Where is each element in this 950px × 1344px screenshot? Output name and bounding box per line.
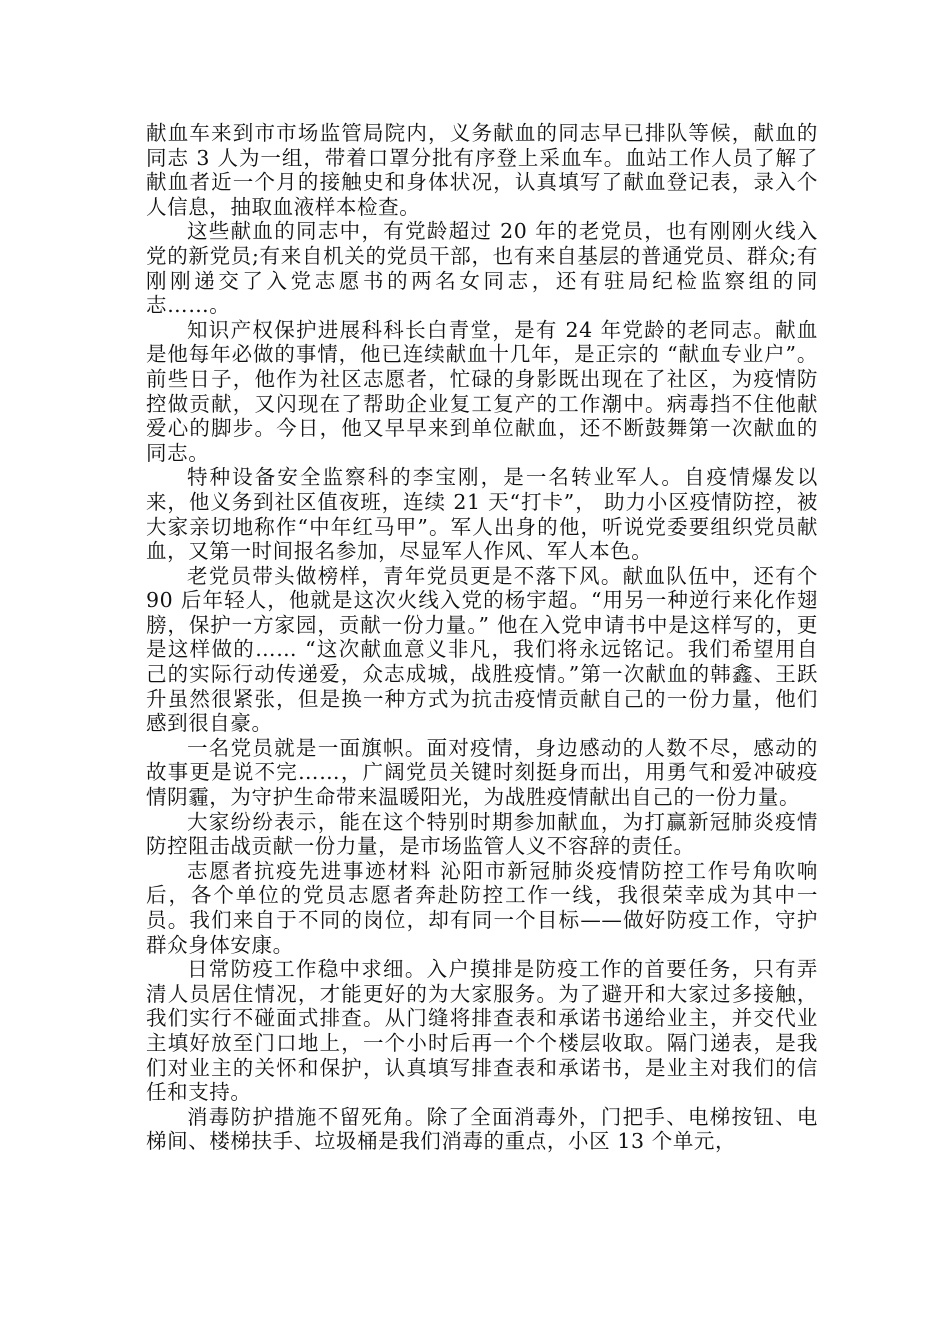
paragraph: 志愿者抗疫先进事迹材料 沁阳市新冠肺炎疫情防控工作号角吹响后，各个单位的党员志愿者奔赴防控工作一线，我很荣幸成为其中一员。我们来自于不同的岗位，却有同一个目标——做好防疫工作，守护群众身体安康。 <box>146 858 818 957</box>
paragraph: 这些献血的同志中，有党龄超过 20 年的老党员，也有刚刚火线入党的新党员;有来自机关的党员干部，也有来自基层的普通党员、群众;有刚刚递交了入党志愿书的两名女同志，还有驻局纪检监察组的同志……。 <box>146 219 818 318</box>
paragraph: 一名党员就是一面旗帜。面对疫情，身边感动的人数不尽，感动的故事更是说不完……，广阔党员关键时刻挺身而出，用勇气和爱冲破疫情阴霾，为守护生命带来温暖阳光，为战胜疫情献出自己的一份力量。 <box>146 735 818 810</box>
paragraph: 特种设备安全监察科的李宝刚，是一名转业军人。自疫情爆发以来，他义务到社区值夜班，连续 21 天“打卡”， 助力小区疫情防控，被大家亲切地称作“中年红马甲”。军人出身的他，听说党委要组织党员献血，又第一时间报名参加，尽显军人作风、军人本色。 <box>146 465 818 564</box>
paragraph: 献血车来到市市场监管局院内，义务献血的同志早已排队等候，献血的同志 3 人为一组，带着口罩分批有序登上采血车。血站工作人员了解了献血者近一个月的接触史和身体状况，认真填写了献血登记表，录入个人信息，抽取血液样本检查。 <box>146 121 818 219</box>
paragraph: 消毒防护措施不留死角。除了全面消毒外，门把手、电梯按钮、电梯间、楼梯扶手、垃圾桶是我们消毒的重点，小区 13 个单元， <box>146 1104 818 1154</box>
paragraph: 老党员带头做榜样，青年党员更是不落下风。献血队伍中，还有个 90 后年轻人，他就是这次火线入党的杨宇超。“用另一种逆行来化作翅膀，保护一方家园，贡献一份力量。” 他在入党申请书中是这样写的，更是这样做的…… “这次献血意义非凡，我们将永远铭记。我们希望用自己的实际行动传递爱，众志成城，战胜疫情。”第一次献血的韩鑫、王跃升虽然很紧张，但是换一种方式为抗击疫情贡献自己的一份力量，他们感到很自豪。 <box>146 563 818 736</box>
paragraph: 知识产权保护进展科科长白青堂，是有 24 年党龄的老同志。献血是他每年必做的事情，他已连续献血十几年，是正宗的 “献血专业户”。前些日子，他作为社区志愿者，忙碌的身影既出现在了社区，为疫情防控做贡献，又闪现在了帮助企业复工复产的工作潮中。病毒挡不住他献爱心的脚步。今日，他又早早来到单位献血，还不断鼓舞第一次献血的同志。 <box>146 317 818 465</box>
document-body <box>146 121 818 1154</box>
paragraph: 大家纷纷表示，能在这个特别时期参加献血，为打赢新冠肺炎疫情防控阻击战贡献一份力量，是市场监管人义不容辞的责任。 <box>146 809 818 859</box>
paragraph: 日常防疫工作稳中求细。入户摸排是防疫工作的首要任务，只有弄清人员居住情况，才能更好的为大家服务。为了避开和大家过多接触，我们实行不碰面式排查。从门缝将排查表和承诺书递给业主，并交代业主填好放至门口地上，一个小时后再一个个楼层收取。隔门递表，是我们对业主的关怀和保护，认真填写排查表和承诺书，是业主对我们的信任和支持。 <box>146 957 818 1105</box>
